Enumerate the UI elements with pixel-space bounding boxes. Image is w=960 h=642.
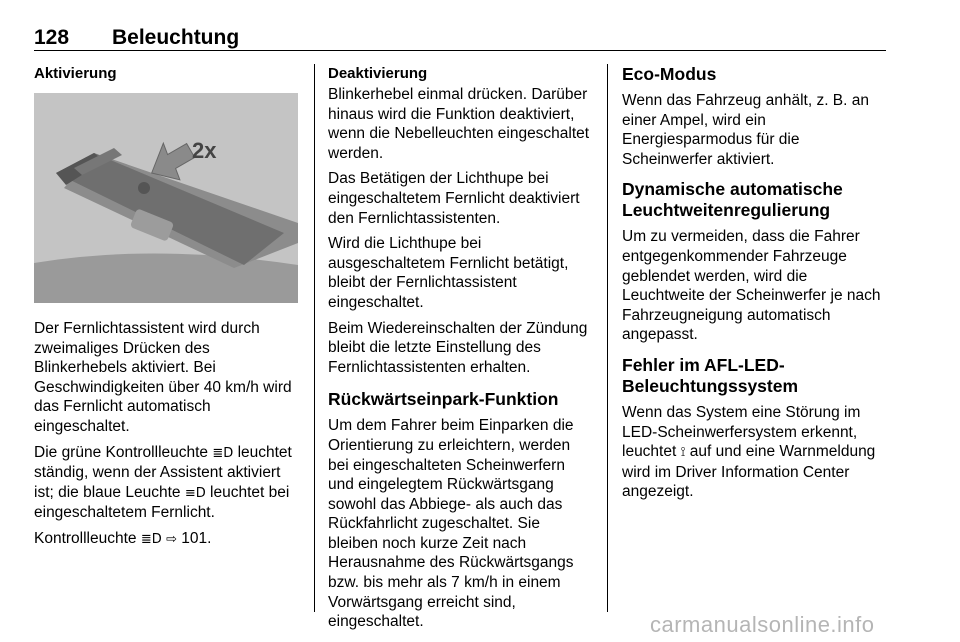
high-beam-assist-icon: ≣D [212, 445, 234, 461]
page-number: 128 [34, 26, 70, 49]
section-heading-rueckwaertseinpark: Rückwärtseinpark-Funktion [328, 389, 559, 410]
paragraph: Kontrollleuchte ≣D ⇨ 101. [34, 529, 212, 547]
section-heading-aktivierung: Aktivierung [34, 65, 117, 82]
high-beam-icon: ≡D [184, 485, 206, 501]
section-heading-deaktivierung: Deaktivierung [328, 65, 428, 82]
figure-label-2x: 2x [192, 138, 217, 163]
page-header [34, 26, 886, 52]
column-3 [622, 64, 888, 508]
page-reference-icon: ⇨ [166, 531, 177, 547]
lever-drawing [34, 93, 298, 303]
high-beam-assist-icon: ≣D [140, 531, 162, 547]
paragraph: Wird die Lichthupe bei ausgeschaltetem Fernlicht betätigt, bleibt der Fernlichtassistent eingeschaltet. [328, 235, 569, 311]
paragraph: Blinkerhebel einmal drücken. Darüber hinaus wird die Funktion deaktiviert, wenn die Nebelleuchten eingeschaltet werden. [328, 86, 590, 162]
paragraph: Der Fernlichtassistent wird durch zweimaliges Drücken des Blinkerhebels aktiviert. Bei Geschwindigkeiten über 40 km/h wird das Fernlicht automatisch eingeschaltet. [34, 320, 292, 435]
paragraph: Die grüne Kontrollleuchte ≣D leuchtet ständig, wenn der Assistent aktiviert ist; die blaue Leuchte ≡D leuchtet bei eingeschaltetem Fernlicht. [34, 443, 292, 522]
column-1 [34, 64, 300, 556]
column-2 [328, 64, 592, 638]
paragraph: Wenn das System eine Störung im LED-Scheinwerfersystem erkennt, leuchtet ⟟ auf und eine Warnmeldung wird im Driver Information Center angezeigt. [622, 403, 876, 501]
paragraph: Um zu vermeiden, dass die Fahrer entgegenkommender Fahrzeuge geblendet werden, wird die Leuchtweite der Scheinwerfer je nach Fahrzeugneigung automatisch angepasst. [622, 228, 881, 344]
lever-illustration [34, 93, 298, 303]
column-divider-2 [607, 64, 608, 612]
column-divider-1 [314, 64, 315, 612]
paragraph: Um dem Fahrer beim Einparken die Orientierung zu erleichtern, werden bei eingeschalteten Scheinwerfern und eingelegtem Rückwärtsgang sowohl das Abbiege- als auch das Rückfahrlicht zugeschaltet. Sie bleiben noch kurze Zeit nach Herausnahme des Rückwärtsgangs bzw. bis mehr als 7 km/h in einem Vorwärtsgang erreicht sind, eingeschaltet. [328, 417, 574, 631]
paragraph: Wenn das Fahrzeug anhält, z. B. an einer Ampel, wird ein Energiesparmodus für die Scheinwerfer aktiviert. [622, 92, 870, 168]
paragraph: Das Betätigen der Lichthupe bei eingeschaltetem Fernlicht deaktiviert den Fernlichtassistenten. [328, 170, 580, 227]
page-title: Beleuchtung [112, 26, 240, 49]
section-heading-afl-fehler: Fehler im AFL-LED-Beleuchtungssystem [622, 354, 799, 396]
section-heading-eco-modus: Eco-Modus [622, 64, 717, 84]
afl-warning-icon: ⟟ [680, 445, 686, 461]
paragraph: Beim Wiedereinschalten der Zündung bleibt die letzte Einstellung des Fernlichtassistenten erhalten. [328, 319, 588, 376]
header-divider [34, 50, 886, 51]
watermark: carmanualsonline.info [650, 612, 875, 637]
section-heading-leuchtweitenregulierung: Dynamische automatische Leuchtweitenregulierung [622, 179, 843, 221]
